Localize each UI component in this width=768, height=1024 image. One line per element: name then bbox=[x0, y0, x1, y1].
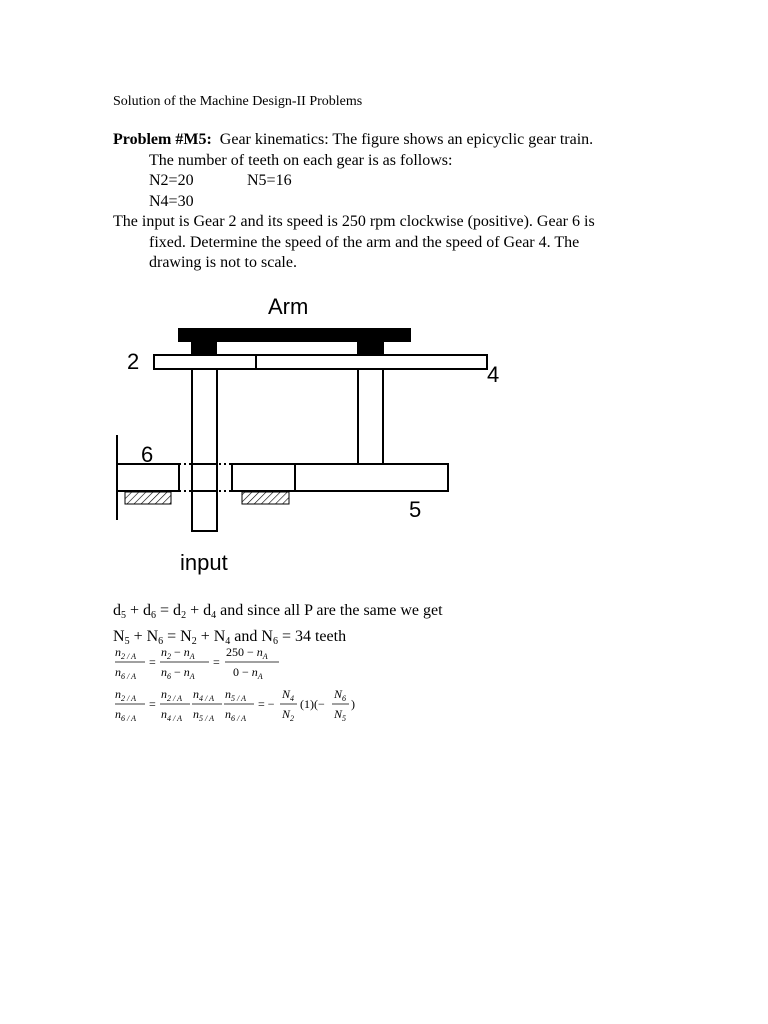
velocity-ratio-equation bbox=[113, 642, 313, 682]
gear-4-body bbox=[256, 355, 487, 369]
problem-statement bbox=[113, 130, 673, 274]
svg-text:=: = bbox=[149, 655, 156, 669]
svg-text:=: = bbox=[149, 697, 156, 711]
statement-line-2: fixed. Determine the speed of the arm and the speed of Gear 4. The bbox=[149, 233, 580, 251]
svg-text:= −: = − bbox=[258, 697, 275, 711]
gear-train-figure bbox=[105, 285, 500, 585]
gear-4-label: 4 bbox=[487, 362, 500, 387]
svg-text:N2: $N_2$ bbox=[282, 707, 295, 723]
svg-text:n2 / A: $n_{2 / A}$ bbox=[161, 687, 182, 703]
teeth-equation: $N_5 + N_6 = N_2 + N_4$ and $N_6 = 34$ teeth bbox=[113, 628, 347, 647]
svg-text:n5 / A: $n_{5 / A}$ bbox=[193, 707, 214, 723]
problem-label: Problem #M5: bbox=[113, 131, 212, 148]
gear-6-label: 6 bbox=[141, 442, 154, 467]
input-shaft-lower bbox=[192, 491, 217, 531]
gear-2-body bbox=[154, 355, 256, 369]
teeth-intro: The number of teeth on each gear is as follows: bbox=[149, 151, 453, 169]
gear-5-label: 5 bbox=[409, 497, 422, 522]
svg-text:=: = bbox=[213, 655, 220, 669]
statement-line-3: drawing is not to scale. bbox=[149, 254, 297, 271]
svg-text:n6 / A: $n_{6 / A}$ bbox=[115, 665, 136, 681]
svg-text:n6 / A: $n_{6 / A}$ bbox=[225, 707, 246, 723]
svg-text:n4 / A: $n_{4 / A}$ bbox=[161, 707, 182, 723]
svg-text:N5: $N_5$ bbox=[334, 707, 347, 723]
svg-text:n6 / A: $n_{6 / A}$ bbox=[115, 707, 136, 723]
ground-hatch-left bbox=[125, 492, 171, 504]
n4-value: N4=30 bbox=[149, 192, 194, 210]
gear-5-body bbox=[295, 464, 448, 491]
gear-6-right bbox=[232, 464, 295, 491]
svg-text:N4: $N_4$ bbox=[282, 687, 295, 703]
arm-block-right bbox=[357, 342, 384, 355]
svg-text:n5 / A: $n_{5 / A}$ bbox=[225, 687, 246, 703]
svg-text:): ) bbox=[351, 697, 355, 711]
n5-value: N5=16 bbox=[247, 172, 292, 189]
svg-text:N6: $N_6$ bbox=[334, 687, 347, 703]
page-header: Solution of the Machine Design-II Problems bbox=[113, 94, 363, 109]
train-value-equation bbox=[113, 684, 373, 726]
svg-text:n2 / A: $n_{2 / A}$ bbox=[115, 645, 136, 661]
svg-text:n6 − nA: $n_6 - n_A$ bbox=[161, 665, 195, 681]
input-label: input bbox=[180, 550, 228, 575]
carrier-shaft bbox=[358, 369, 383, 464]
diameter-equation: $d_5 + d_6 = d_2 + d_4$ and since all P are the same we get bbox=[113, 602, 443, 621]
svg-text:(1)(−: (1)(− bbox=[300, 697, 325, 711]
svg-text:n2 − nA: $n_2 - n_A$ bbox=[161, 645, 195, 661]
gear-6-left bbox=[117, 464, 179, 491]
ground-hatch-right bbox=[242, 492, 289, 504]
arm-bar bbox=[178, 328, 411, 342]
arm-block-left bbox=[191, 342, 217, 355]
statement-line-1: The input is Gear 2 and its speed is 250 rpm clockwise (positive). Gear 6 is bbox=[113, 213, 595, 230]
svg-text:n4 / A: $n_{4 / A}$ bbox=[193, 687, 214, 703]
problem-intro: Gear kinematics: The figure shows an epicyclic gear train. bbox=[219, 131, 594, 148]
svg-text:250 − nA: $250 - n_A$ bbox=[226, 645, 268, 661]
input-shaft-upper bbox=[192, 369, 217, 464]
n2-value: N2=20 bbox=[149, 172, 194, 189]
arm-label: Arm bbox=[268, 294, 309, 319]
svg-text:0 − nA: $0 - n_A$ bbox=[233, 665, 263, 681]
gear-2-label: 2 bbox=[127, 349, 140, 374]
svg-text:n2 / A: $n_{2 / A}$ bbox=[115, 687, 136, 703]
